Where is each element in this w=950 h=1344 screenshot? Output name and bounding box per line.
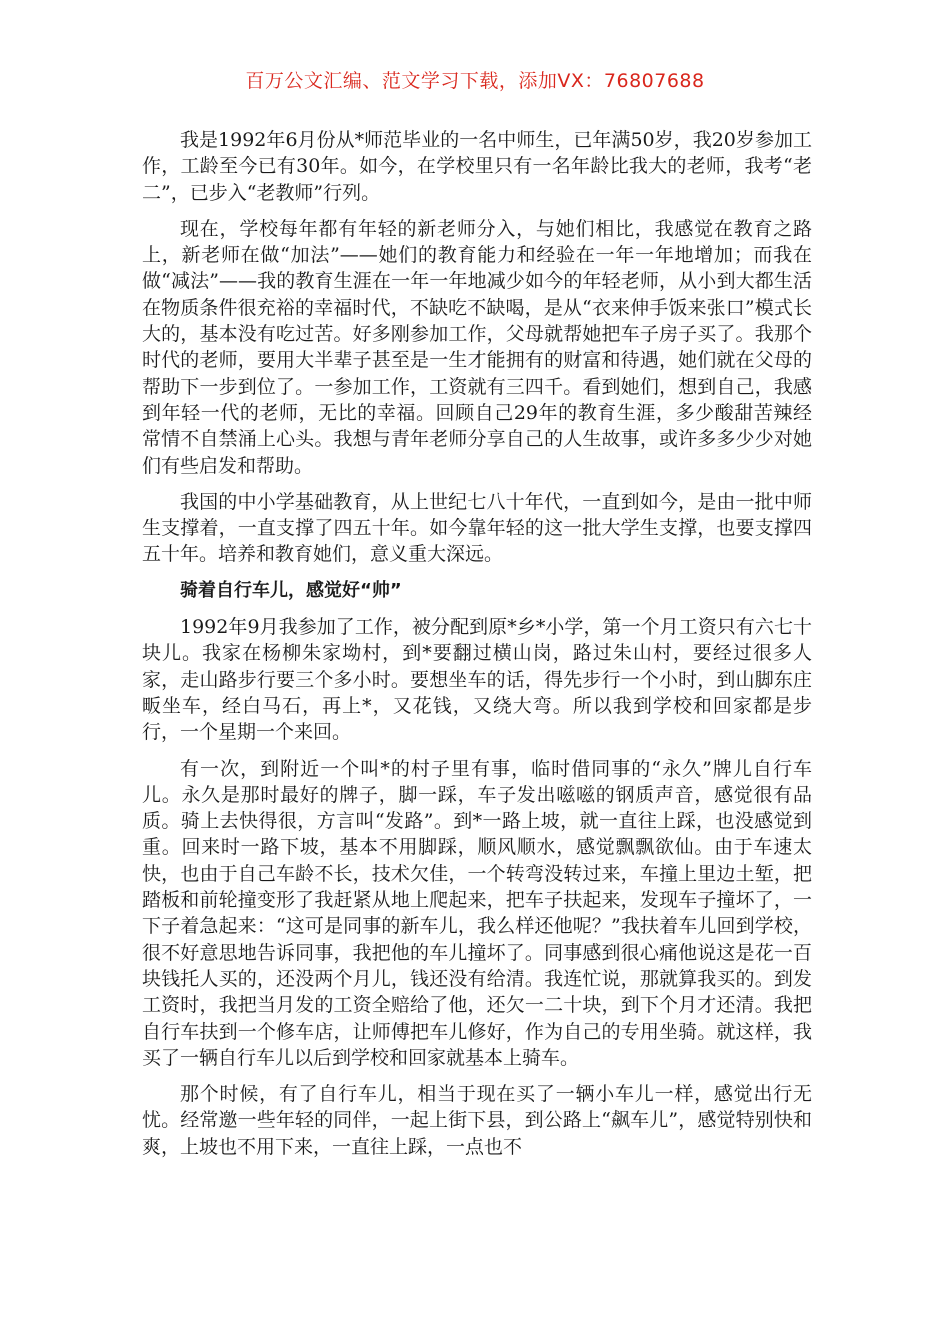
article-body bbox=[142, 127, 812, 1170]
section-heading: 骑着自行车儿，感觉好“帅” bbox=[180, 579, 402, 601]
paragraph: 我国的中小学基础教育，从上世纪七八十年代，一直到如今，是由一批中师生支撑着，一直支撑了四五十年。如今靠年轻的这一批大学生支撑，也要支撑四五十年。培养和教育她们，意义重大深远。 bbox=[142, 490, 812, 566]
paragraph: 那个时候，有了自行车儿，相当于现在买了一辆小车儿一样，感觉出行无忧。经常邀一些年轻的同伴，一起上街下县，到公路上“飙车儿”，感觉特别快和爽，上坡也不用下来，一直往上踩，一点也不 bbox=[142, 1083, 812, 1158]
paragraph: 有一次，到附近一个叫*的村子里有事，临时借同事的“永久”牌儿自行车儿。永久是那时最好的牌子，脚一踩，车子发出嗞嗞的钢质声音，感觉很有品质。骑上去快得很，方言叫“发路”。到*一路上坡，就一直往上踩，也没感觉到重。回来时一路下坡，基本不用脚踩，顺风顺水，感觉飘飘欲仙。由于车速太快，也由于自己车龄不长，技术欠佳，一个转弯没转过来，车撞上里边土堑，把踏板和前轮撞变形了我赶紧从地上爬起来，把车子扶起来，发现车子撞坏了，一下子着急起来：“这可是同事的新车儿，我么样还他呢？”我扶着车儿回到学校，很不好意思地告诉同事，我把他的车儿撞坏了。同事感到很心痛他说这是花一百块钱托人买的，还没两个月儿，钱还没有给清。我连忙说，那就算我买的。到发工资时，我把当月发的工资全赔给了他，还欠一二十块，到下个月才还清。我把自行车扶到一个修车店，让师傅把车儿修好，作为自己的专用坐骑。就这样，我买了一辆自行车儿以后到学校和回家就基本上骑车。 bbox=[142, 757, 812, 1069]
paragraph: 现在，学校每年都有年轻的新老师分入，与她们相比，我感觉在教育之路上，新老师在做“加法”——她们的教育能力和经验在一年一年地增加；而我在做“减法”——我的教育生涯在一年一年地减少如今的年轻老师，从小到大都生活在物质条件很充裕的幸福时代，不缺吃不缺喝，是从“衣来伸手饭来张口”模式长大的，基本没有吃过苦。好多刚参加工作，父母就帮她把车子房子买了。我那个时代的老师，要用大半辈子甚至是一生才能拥有的财富和待遇，她们就在父母的帮助下一步到位了。一参加工作，工资就有三四千。看到她们，想到自己，我感到年轻一代的老师，无比的幸福。回顾自己29年的教育生涯，多少酸甜苦辣经常情不自禁涌上心头。我想与青年老师分享自己的人生故事，或许多多少少对她们有些启发和帮助。 bbox=[142, 217, 812, 477]
paragraph: 1992年9月我参加了工作，被分配到原*乡*小学，第一个月工资只有六七十块儿。我家在杨柳朱家坳村，到*要翻过横山岗，路过朱山村，要经过很多人家，走山路步行要三个多小时。要想坐车的话，得先步行一个小时，到山脚东庄畈坐车，经白马石，再上*，又花钱，又绕大弯。所以我到学校和回家都是步行，一个星期一个来回。 bbox=[142, 616, 812, 744]
header-banner: 百万公文汇编、范文学习下载，添加VX：76807688 bbox=[245, 70, 705, 92]
paragraph: 我是1992年6月份从*师范毕业的一名中师生，已年满50岁，我20岁参加工作，工龄至今已有30年。如今，在学校里只有一名年龄比我大的老师，我考“老二”，已步入“老教师”行列。 bbox=[142, 129, 812, 204]
